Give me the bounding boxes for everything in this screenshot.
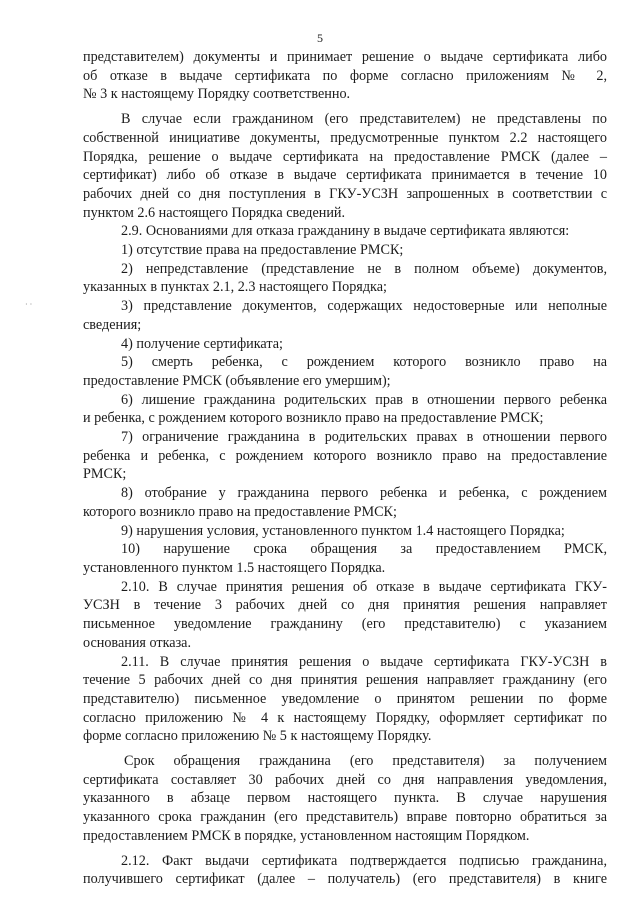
page-number: 5 <box>317 31 323 45</box>
text-line: 8) отобрание у гражданина первого ребенка и ребенка, с рождением <box>121 485 607 502</box>
text-line: которого возникло право на предоставление РМСК; <box>83 503 397 520</box>
text-line: ребенка и ребенка, с рождением которого возникло право на предоставление <box>83 447 607 464</box>
text-line: предоставление РМСК (объявление его умершим); <box>83 372 391 389</box>
text-line: собственной инициативе документы, предусмотренные пунктом 2.2 настоящего <box>83 129 607 146</box>
scan-speck: · · <box>25 300 33 309</box>
text-line: В случае если гражданином (его представителем) не представлены по <box>121 111 607 128</box>
text-line: 2.9. Основаниями для отказа гражданину в выдаче сертификата являются: <box>121 223 570 240</box>
text-line: согласно приложению № 4 к настоящему Порядку, оформляет сертификат по <box>83 709 607 726</box>
text-line: рабочих дней со дня поступления в ГКУ-УСЗН запрошенных в соответствии с <box>83 185 607 202</box>
text-line: основания отказа. <box>83 634 192 651</box>
text-line: установленного пунктом 1.5 настоящего Порядка. <box>83 559 386 576</box>
text-line: сертификат) либо об отказе в выдаче сертификата принимается в течение 10 <box>83 167 607 184</box>
text-line: предоставлением РМСК в порядке, установленном настоящим Порядком. <box>83 827 530 844</box>
text-line: пунктом 2.6 настоящего Порядка сведений. <box>83 204 346 221</box>
text-line: представителем) документы и принимает решение о выдаче сертификата либо <box>83 49 607 65</box>
text-line: Срок обращения гражданина (его представителя) за получением <box>124 753 607 770</box>
text-line: письменное уведомление гражданину (его представителю) с указанием <box>83 616 607 633</box>
text-line: 7) ограничение гражданина в родительских правах в отношении первого <box>121 429 607 446</box>
text-line: указанного срока гражданин (его представитель) вправе повторно обратиться за <box>83 809 607 826</box>
text-line: указанного в абзаце первом настоящего пункта. В случае нарушения <box>83 790 607 807</box>
document-body <box>83 48 607 889</box>
text-line: сертификата составляет 30 рабочих дней со дня направления уведомления, <box>83 771 607 788</box>
text-line: представителю) письменное уведомление о принятом решении по форме <box>83 690 607 707</box>
text-line: об отказе в выдаче сертификата по форме согласно приложениям № 2, <box>83 67 607 84</box>
text-line: указанных в пунктах 2.1, 2.3 настоящего Порядка; <box>83 279 387 296</box>
text-line: течение 5 рабочих дней со дня принятия решения направляет гражданину (его <box>83 672 607 689</box>
text-line: РМСК; <box>83 466 127 483</box>
text-line: 1) отсутствие права на предоставление РМСК; <box>121 242 404 259</box>
text-line: получившего сертификат (далее – получатель) (его представителя) в книге <box>83 871 607 888</box>
text-line: 3) представление документов, содержащих недостоверные или неполные <box>121 298 607 315</box>
text-line: 2.11. В случае принятия решения о выдаче сертификата ГКУ-УСЗН в <box>121 653 607 670</box>
text-line: 6) лишение гражданина родительских прав в отношении первого ребенка <box>121 391 607 408</box>
text-line: 2) непредставление (представление не в полном объеме) документов, <box>121 260 607 277</box>
text-line: Порядка, решение о выдаче сертификата на предоставление РМСК (далее – <box>83 148 607 165</box>
text-line: 2.10. В случае принятия решения об отказе в выдаче сертификата ГКУ- <box>121 578 607 595</box>
text-line: 9) нарушения условия, установленного пунктом 1.4 настоящего Порядка; <box>121 522 565 539</box>
text-line: УСЗН в течение 3 рабочих дней со дня принятия решения направляет <box>83 597 607 614</box>
text-line: 5) смерть ребенка, с рождением которого возникло право на <box>121 354 607 371</box>
text-line: сведения; <box>83 316 142 333</box>
text-line: 10) нарушение срока обращения за предоставлением РМСК, <box>121 541 607 558</box>
text-line: форме согласно приложению № 5 к настоящему Порядку. <box>83 728 432 745</box>
text-line: № 3 к настоящему Порядку соответственно. <box>83 86 351 103</box>
text-line: 4) получение сертификата; <box>121 335 283 352</box>
text-line: 2.12. Факт выдачи сертификата подтверждается подписью гражданина, <box>121 852 607 869</box>
text-line: и ребенка, с рождением которого возникло право на предоставление РМСК; <box>83 410 544 427</box>
